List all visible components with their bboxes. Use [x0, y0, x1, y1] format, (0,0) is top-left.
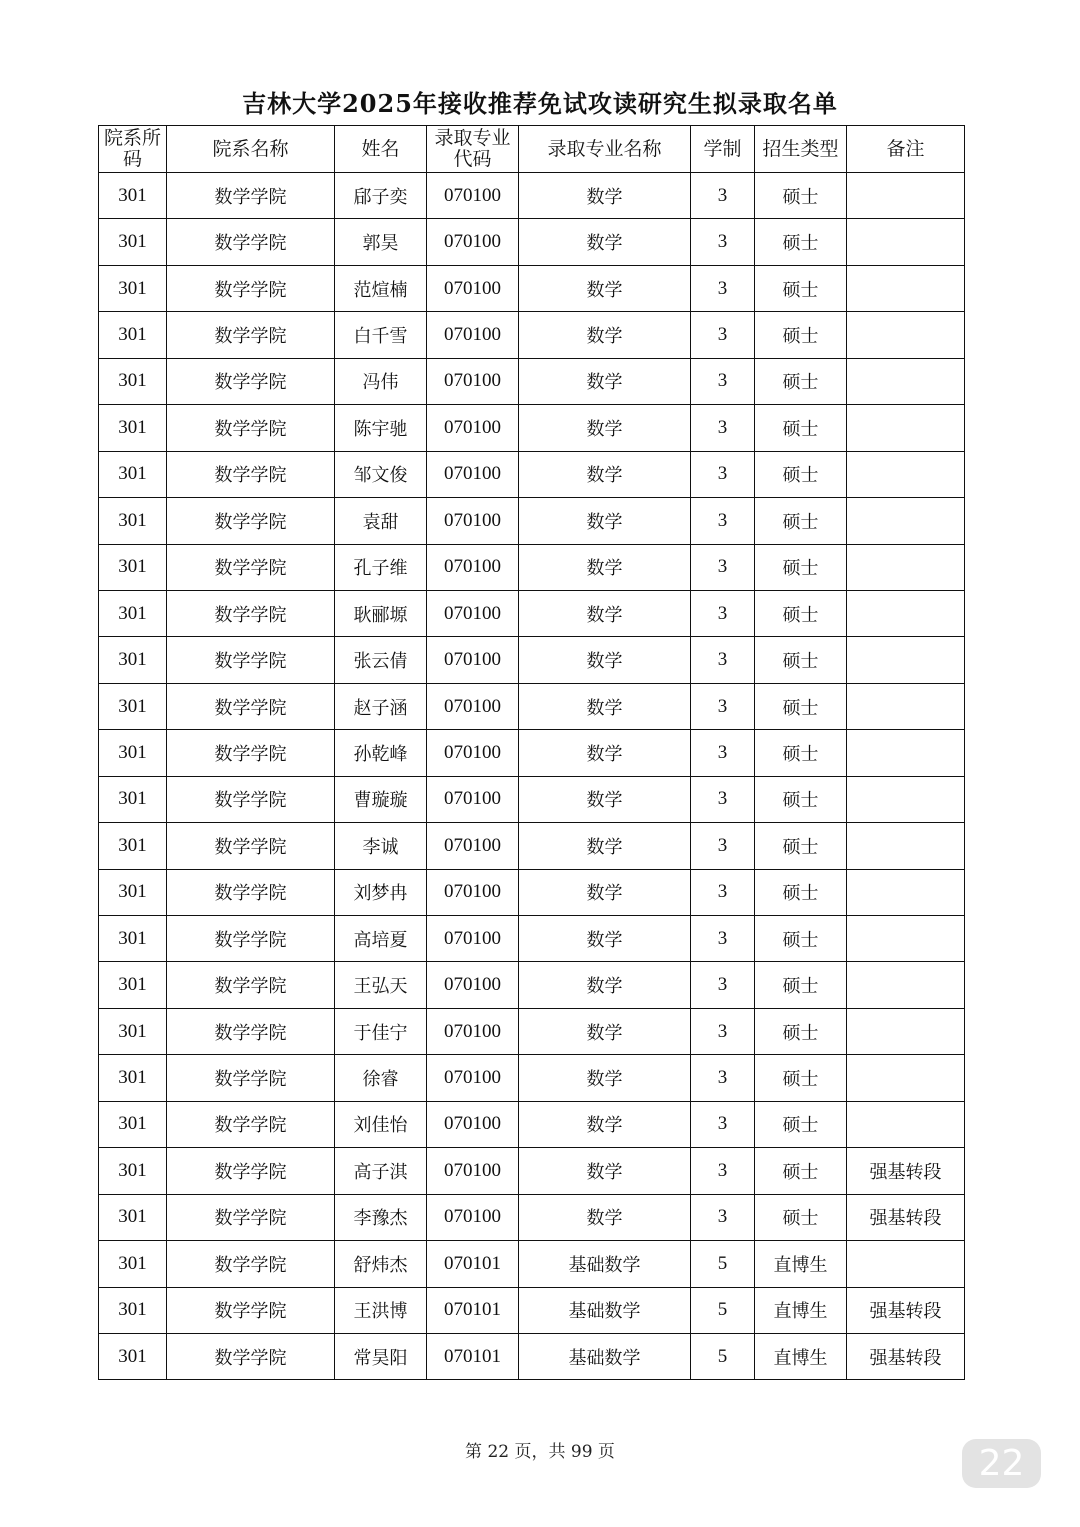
major-name-cell: 数学 — [519, 1055, 691, 1101]
table-row — [99, 265, 965, 311]
duration-cell: 5 — [691, 1287, 755, 1333]
type-cell: 硕士 — [755, 637, 847, 683]
type-cell: 硕士 — [755, 730, 847, 776]
remarks-cell: 强基转段 — [847, 1333, 965, 1379]
duration-cell: 3 — [691, 916, 755, 962]
major-name-cell: 数学 — [519, 1008, 691, 1054]
dept-code-cell: 301 — [99, 683, 167, 729]
dept-name-cell: 数学学院 — [167, 776, 335, 822]
type-cell: 硕士 — [755, 823, 847, 869]
table-row — [99, 869, 965, 915]
dept-code-cell: 301 — [99, 219, 167, 265]
header-col-major-name: 录取专业名称 — [519, 126, 691, 173]
student-name-cell: 孙乾峰 — [335, 730, 427, 776]
major-name-cell: 数学 — [519, 776, 691, 822]
major-code-cell: 070101 — [427, 1287, 519, 1333]
major-code-cell: 070100 — [427, 1008, 519, 1054]
duration-cell: 3 — [691, 312, 755, 358]
type-cell: 硕士 — [755, 683, 847, 729]
student-name-cell: 常昊阳 — [335, 1333, 427, 1379]
table-row — [99, 823, 965, 869]
major-code-cell: 070100 — [427, 776, 519, 822]
duration-cell: 3 — [691, 730, 755, 776]
remarks-cell — [847, 823, 965, 869]
dept-name-cell: 数学学院 — [167, 1287, 335, 1333]
type-cell: 硕士 — [755, 776, 847, 822]
dept-name-cell: 数学学院 — [167, 405, 335, 451]
dept-name-cell: 数学学院 — [167, 498, 335, 544]
major-name-cell: 数学 — [519, 265, 691, 311]
table-row — [99, 962, 965, 1008]
student-name-cell: 徐睿 — [335, 1055, 427, 1101]
duration-cell: 3 — [691, 498, 755, 544]
remarks-cell — [847, 544, 965, 590]
remarks-cell — [847, 637, 965, 683]
student-name-cell: 舒炜杰 — [335, 1241, 427, 1287]
student-name-cell: 于佳宁 — [335, 1008, 427, 1054]
duration-cell: 3 — [691, 358, 755, 404]
dept-code-cell: 301 — [99, 1194, 167, 1240]
dept-code-cell: 301 — [99, 1055, 167, 1101]
major-name-cell: 数学 — [519, 451, 691, 497]
duration-cell: 3 — [691, 405, 755, 451]
page-footer: 第 22 页，共 99 页 — [465, 1442, 615, 1462]
dept-name-cell: 数学学院 — [167, 265, 335, 311]
major-name-cell: 数学 — [519, 219, 691, 265]
student-name-cell: 范煊楠 — [335, 265, 427, 311]
duration-cell: 3 — [691, 1194, 755, 1240]
remarks-cell — [847, 1055, 965, 1101]
major-name-cell: 数学 — [519, 869, 691, 915]
dept-code-cell: 301 — [99, 265, 167, 311]
dept-name-cell: 数学学院 — [167, 1008, 335, 1054]
type-cell: 直博生 — [755, 1241, 847, 1287]
major-code-cell: 070100 — [427, 869, 519, 915]
dept-name-cell: 数学学院 — [167, 962, 335, 1008]
table-row — [99, 498, 965, 544]
major-name-cell: 数学 — [519, 823, 691, 869]
remarks-cell: 强基转段 — [847, 1148, 965, 1194]
student-name-cell: 耿郦塬 — [335, 590, 427, 636]
remarks-cell — [847, 962, 965, 1008]
major-code-cell: 070100 — [427, 683, 519, 729]
duration-cell: 3 — [691, 1148, 755, 1194]
type-cell: 硕士 — [755, 962, 847, 1008]
dept-code-cell: 301 — [99, 962, 167, 1008]
student-name-cell: 刘梦冉 — [335, 869, 427, 915]
duration-cell: 3 — [691, 1008, 755, 1054]
remarks-cell — [847, 776, 965, 822]
document-title: 吉林大学2025年接收推荐免试攻读研究生拟录取名单 — [242, 89, 838, 118]
major-code-cell: 070100 — [427, 451, 519, 497]
remarks-cell — [847, 451, 965, 497]
type-cell: 硕士 — [755, 544, 847, 590]
major-code-cell: 070101 — [427, 1241, 519, 1287]
type-cell: 硕士 — [755, 590, 847, 636]
remarks-cell — [847, 916, 965, 962]
major-name-cell: 数学 — [519, 590, 691, 636]
duration-cell: 3 — [691, 1055, 755, 1101]
dept-code-cell: 301 — [99, 590, 167, 636]
table-row — [99, 358, 965, 404]
header-col-name: 姓名 — [335, 126, 427, 173]
student-name-cell: 赵子涵 — [335, 683, 427, 729]
dept-name-cell: 数学学院 — [167, 1333, 335, 1379]
major-code-cell: 070100 — [427, 916, 519, 962]
major-name-cell: 基础数学 — [519, 1287, 691, 1333]
dept-code-cell: 301 — [99, 544, 167, 590]
major-name-cell: 数学 — [519, 358, 691, 404]
table-row — [99, 776, 965, 822]
table-row — [99, 683, 965, 729]
table-row — [99, 1101, 965, 1147]
major-code-cell: 070101 — [427, 1333, 519, 1379]
type-cell: 硕士 — [755, 916, 847, 962]
dept-code-cell: 301 — [99, 173, 167, 219]
type-cell: 硕士 — [755, 312, 847, 358]
table-row — [99, 219, 965, 265]
duration-cell: 3 — [691, 1101, 755, 1147]
table-row — [99, 1148, 965, 1194]
type-cell: 硕士 — [755, 265, 847, 311]
type-cell: 硕士 — [755, 498, 847, 544]
header-col-remarks: 备注 — [847, 126, 965, 173]
duration-cell: 5 — [691, 1333, 755, 1379]
type-cell: 直博生 — [755, 1333, 847, 1379]
dept-name-cell: 数学学院 — [167, 358, 335, 404]
dept-code-cell: 301 — [99, 1148, 167, 1194]
major-code-cell: 070100 — [427, 1148, 519, 1194]
dept-code-cell: 301 — [99, 358, 167, 404]
major-name-cell: 数学 — [519, 312, 691, 358]
student-name-cell: 郭昊 — [335, 219, 427, 265]
table-header — [99, 126, 965, 173]
major-name-cell: 基础数学 — [519, 1241, 691, 1287]
table-row — [99, 1287, 965, 1333]
type-cell: 硕士 — [755, 1194, 847, 1240]
type-cell: 直博生 — [755, 1287, 847, 1333]
table-row — [99, 1055, 965, 1101]
duration-cell: 3 — [691, 590, 755, 636]
dept-name-cell: 数学学院 — [167, 451, 335, 497]
student-name-cell: 郈子奕 — [335, 173, 427, 219]
remarks-cell — [847, 730, 965, 776]
duration-cell: 3 — [691, 265, 755, 311]
student-name-cell: 张云倩 — [335, 637, 427, 683]
student-name-cell: 邹文俊 — [335, 451, 427, 497]
dept-name-cell: 数学学院 — [167, 312, 335, 358]
major-code-cell: 070100 — [427, 590, 519, 636]
remarks-cell — [847, 358, 965, 404]
student-name-cell: 王洪博 — [335, 1287, 427, 1333]
major-name-cell: 数学 — [519, 1194, 691, 1240]
major-name-cell: 数学 — [519, 916, 691, 962]
admission-table — [98, 125, 965, 1380]
dept-code-cell: 301 — [99, 776, 167, 822]
major-code-cell: 070100 — [427, 730, 519, 776]
student-name-cell: 刘佳怡 — [335, 1101, 427, 1147]
major-name-cell: 数学 — [519, 1101, 691, 1147]
duration-cell: 3 — [691, 173, 755, 219]
student-name-cell: 王弘天 — [335, 962, 427, 1008]
dept-name-cell: 数学学院 — [167, 590, 335, 636]
header-col-major-code: 录取专业代码 — [427, 126, 519, 173]
student-name-cell: 陈宇驰 — [335, 405, 427, 451]
student-name-cell: 高培夏 — [335, 916, 427, 962]
remarks-cell — [847, 498, 965, 544]
major-name-cell: 数学 — [519, 730, 691, 776]
dept-code-cell: 301 — [99, 1008, 167, 1054]
dept-name-cell: 数学学院 — [167, 1101, 335, 1147]
student-name-cell: 高子淇 — [335, 1148, 427, 1194]
table-row — [99, 1241, 965, 1287]
dept-code-cell: 301 — [99, 405, 167, 451]
type-cell: 硕士 — [755, 1055, 847, 1101]
type-cell: 硕士 — [755, 358, 847, 404]
dept-name-cell: 数学学院 — [167, 683, 335, 729]
student-name-cell: 李诚 — [335, 823, 427, 869]
type-cell: 硕士 — [755, 173, 847, 219]
student-name-cell: 袁甜 — [335, 498, 427, 544]
major-code-cell: 070100 — [427, 498, 519, 544]
major-code-cell: 070100 — [427, 173, 519, 219]
student-name-cell: 冯伟 — [335, 358, 427, 404]
remarks-cell — [847, 683, 965, 729]
table-row — [99, 405, 965, 451]
duration-cell: 3 — [691, 451, 755, 497]
type-cell: 硕士 — [755, 451, 847, 497]
student-name-cell: 曹璇璇 — [335, 776, 427, 822]
table-row — [99, 1194, 965, 1240]
dept-code-cell: 301 — [99, 312, 167, 358]
dept-name-cell: 数学学院 — [167, 544, 335, 590]
table-row — [99, 590, 965, 636]
dept-name-cell: 数学学院 — [167, 869, 335, 915]
major-name-cell: 数学 — [519, 962, 691, 1008]
major-code-cell: 070100 — [427, 1055, 519, 1101]
major-code-cell: 070100 — [427, 265, 519, 311]
dept-name-cell: 数学学院 — [167, 823, 335, 869]
major-name-cell: 数学 — [519, 498, 691, 544]
student-name-cell: 孔子维 — [335, 544, 427, 590]
major-code-cell: 070100 — [427, 962, 519, 1008]
duration-cell: 5 — [691, 1241, 755, 1287]
major-code-cell: 070100 — [427, 405, 519, 451]
dept-code-cell: 301 — [99, 1241, 167, 1287]
type-cell: 硕士 — [755, 1101, 847, 1147]
remarks-cell — [847, 1241, 965, 1287]
table-row — [99, 173, 965, 219]
remarks-cell — [847, 590, 965, 636]
header-col-dept-name: 院系名称 — [167, 126, 335, 173]
dept-code-cell: 301 — [99, 498, 167, 544]
remarks-cell — [847, 173, 965, 219]
table-row — [99, 916, 965, 962]
dept-name-cell: 数学学院 — [167, 637, 335, 683]
duration-cell: 3 — [691, 683, 755, 729]
duration-cell: 3 — [691, 962, 755, 1008]
dept-name-cell: 数学学院 — [167, 219, 335, 265]
dept-code-cell: 301 — [99, 1333, 167, 1379]
dept-code-cell: 301 — [99, 1101, 167, 1147]
table-row — [99, 730, 965, 776]
table-row — [99, 1333, 965, 1379]
table-row — [99, 451, 965, 497]
dept-code-cell: 301 — [99, 637, 167, 683]
major-code-cell: 070100 — [427, 823, 519, 869]
dept-name-cell: 数学学院 — [167, 1194, 335, 1240]
major-code-cell: 070100 — [427, 1101, 519, 1147]
type-cell: 硕士 — [755, 219, 847, 265]
major-code-cell: 070100 — [427, 1194, 519, 1240]
remarks-cell — [847, 312, 965, 358]
remarks-cell — [847, 265, 965, 311]
major-name-cell: 数学 — [519, 683, 691, 729]
major-code-cell: 070100 — [427, 312, 519, 358]
dept-code-cell: 301 — [99, 730, 167, 776]
table-row — [99, 637, 965, 683]
student-name-cell: 白千雪 — [335, 312, 427, 358]
table-row — [99, 1008, 965, 1054]
dept-code-cell: 301 — [99, 916, 167, 962]
duration-cell: 3 — [691, 544, 755, 590]
duration-cell: 3 — [691, 776, 755, 822]
table-row — [99, 544, 965, 590]
header-row — [99, 126, 965, 173]
page-number-badge: 22 — [962, 1439, 1041, 1488]
major-code-cell: 070100 — [427, 637, 519, 683]
major-code-cell: 070100 — [427, 219, 519, 265]
remarks-cell — [847, 219, 965, 265]
duration-cell: 3 — [691, 869, 755, 915]
dept-name-cell: 数学学院 — [167, 173, 335, 219]
dept-code-cell: 301 — [99, 451, 167, 497]
dept-name-cell: 数学学院 — [167, 1148, 335, 1194]
dept-name-cell: 数学学院 — [167, 1055, 335, 1101]
table-body — [99, 173, 965, 1380]
remarks-cell — [847, 1008, 965, 1054]
duration-cell: 3 — [691, 219, 755, 265]
dept-name-cell: 数学学院 — [167, 730, 335, 776]
remarks-cell — [847, 869, 965, 915]
type-cell: 硕士 — [755, 869, 847, 915]
remarks-cell — [847, 405, 965, 451]
major-name-cell: 数学 — [519, 637, 691, 683]
major-name-cell: 数学 — [519, 173, 691, 219]
dept-name-cell: 数学学院 — [167, 916, 335, 962]
student-name-cell: 李豫杰 — [335, 1194, 427, 1240]
major-name-cell: 数学 — [519, 1148, 691, 1194]
remarks-cell — [847, 1101, 965, 1147]
duration-cell: 3 — [691, 637, 755, 683]
dept-code-cell: 301 — [99, 823, 167, 869]
type-cell: 硕士 — [755, 405, 847, 451]
major-name-cell: 基础数学 — [519, 1333, 691, 1379]
type-cell: 硕士 — [755, 1148, 847, 1194]
dept-name-cell: 数学学院 — [167, 1241, 335, 1287]
header-col-duration: 学制 — [691, 126, 755, 173]
header-col-type: 招生类型 — [755, 126, 847, 173]
table-row — [99, 312, 965, 358]
major-code-cell: 070100 — [427, 544, 519, 590]
major-code-cell: 070100 — [427, 358, 519, 404]
dept-code-cell: 301 — [99, 1287, 167, 1333]
remarks-cell: 强基转段 — [847, 1194, 965, 1240]
major-name-cell: 数学 — [519, 405, 691, 451]
remarks-cell: 强基转段 — [847, 1287, 965, 1333]
major-name-cell: 数学 — [519, 544, 691, 590]
header-col-dept-code: 院系所码 — [99, 126, 167, 173]
dept-code-cell: 301 — [99, 869, 167, 915]
type-cell: 硕士 — [755, 1008, 847, 1054]
duration-cell: 3 — [691, 823, 755, 869]
